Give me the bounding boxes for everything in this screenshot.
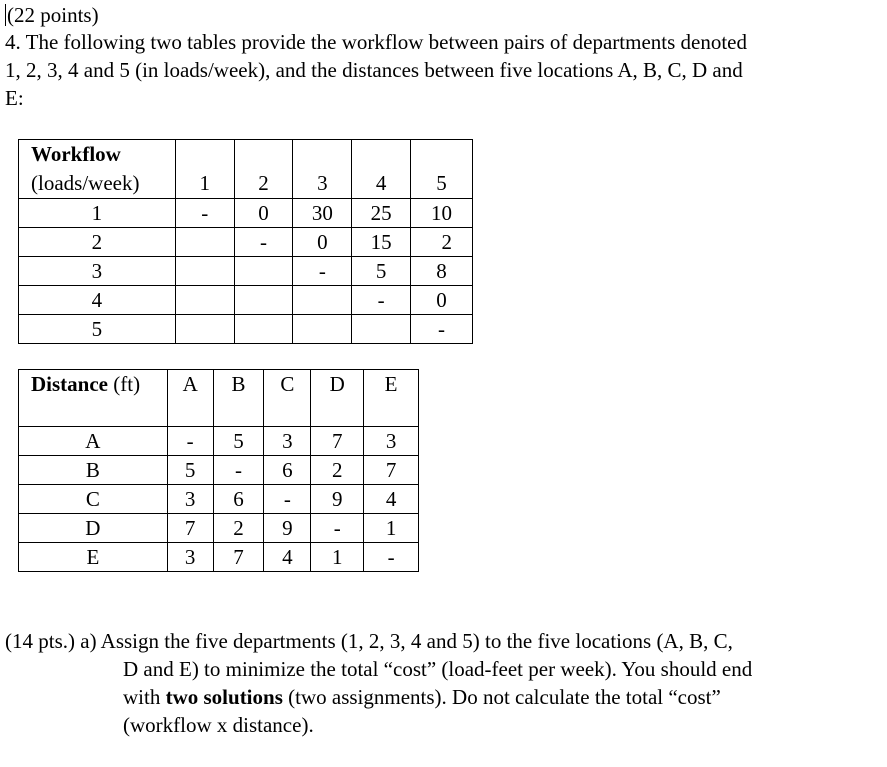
table-cell: 25 — [352, 199, 411, 228]
question-line-2: D and E) to minimize the total “cost” (load-feet per week). You should end — [123, 657, 753, 681]
intro-line-3: E: — [5, 86, 24, 110]
workflow-subtitle: (loads/week) — [19, 168, 176, 199]
distance-title-unit: (ft) — [108, 372, 141, 396]
points-label — [5, 4, 99, 26]
table-row — [19, 315, 473, 344]
table-cell: - — [364, 543, 419, 572]
table-cell: 5 — [352, 257, 411, 286]
text-cursor — [5, 4, 6, 26]
table-cell — [352, 315, 411, 344]
table-cell — [234, 286, 293, 315]
question-line-1: (14 pts.) a) Assign the five departments (1, 2, 3, 4 and 5) to the five locations (A, B, C, — [5, 629, 733, 653]
table-cell — [175, 286, 234, 315]
table-row — [19, 286, 473, 315]
table-cell: - — [234, 228, 293, 257]
question-line-3-pre: with — [123, 685, 166, 709]
row-label: D — [19, 514, 168, 543]
table-row — [19, 456, 419, 485]
table-cell: 30 — [293, 199, 352, 228]
table-cell — [293, 286, 352, 315]
table-cell — [293, 315, 352, 344]
table-cell: 0 — [411, 286, 473, 315]
workflow-header-row-1 — [19, 140, 473, 169]
row-label: 5 — [19, 315, 176, 344]
table-cell: 4 — [364, 485, 419, 514]
workflow-header-row-2 — [19, 168, 473, 199]
workflow-title: Workflow — [19, 140, 176, 169]
workflow-col-header: 1 — [175, 168, 234, 199]
workflow-col-header: 5 — [411, 168, 473, 199]
distance-col-header: E — [364, 370, 419, 400]
table-cell: 7 — [213, 543, 264, 572]
table-cell — [175, 228, 234, 257]
workflow-col-header: 2 — [234, 168, 293, 199]
row-label: 3 — [19, 257, 176, 286]
workflow-table — [18, 139, 473, 344]
table-cell: - — [352, 286, 411, 315]
row-label: A — [19, 427, 168, 456]
distance-title-bold: Distance — [31, 372, 108, 396]
row-label: C — [19, 485, 168, 514]
table-cell: - — [175, 199, 234, 228]
distance-col-header: C — [264, 370, 311, 400]
distance-col-header: A — [167, 370, 213, 400]
table-row — [19, 257, 473, 286]
question-line-3 — [123, 687, 721, 708]
table-cell: 9 — [311, 485, 364, 514]
distance-col-header: D — [311, 370, 364, 400]
table-cell — [234, 257, 293, 286]
table-cell — [175, 257, 234, 286]
table-cell: 3 — [364, 427, 419, 456]
table-row — [19, 543, 419, 572]
table-cell: 7 — [311, 427, 364, 456]
row-label: 2 — [19, 228, 176, 257]
intro-line-1: 4. The following two tables provide the workflow between pairs of departments denoted — [5, 30, 748, 54]
distance-title — [19, 370, 168, 400]
table-cell: 8 — [411, 257, 473, 286]
table-cell: 5 — [167, 456, 213, 485]
table-cell: - — [293, 257, 352, 286]
table-cell: 0 — [293, 228, 352, 257]
intro-line-2: 1, 2, 3, 4 and 5 (in loads/week), and the distances between five locations A, B, C, D and — [5, 58, 743, 82]
table-cell: 7 — [364, 456, 419, 485]
table-cell: 4 — [264, 543, 311, 572]
table-cell: 3 — [167, 485, 213, 514]
table-cell: 3 — [264, 427, 311, 456]
row-label: 1 — [19, 199, 176, 228]
workflow-col-header: 3 — [293, 168, 352, 199]
table-cell: 1 — [364, 514, 419, 543]
question-emphasis: two solutions — [165, 685, 283, 709]
table-cell: - — [167, 427, 213, 456]
table-row — [19, 427, 419, 456]
workflow-col-header: 4 — [352, 168, 411, 199]
distance-table — [18, 369, 419, 572]
table-row — [19, 514, 419, 543]
question-line-3-post: (two assignments). Do not calculate the total “cost” — [282, 685, 721, 709]
table-cell: 6 — [264, 456, 311, 485]
table-cell: - — [213, 456, 264, 485]
table-cell: 10 — [411, 199, 473, 228]
table-cell: 1 — [311, 543, 364, 572]
row-label: B — [19, 456, 168, 485]
points-text: (22 points) — [7, 3, 99, 27]
table-cell: 6 — [213, 485, 264, 514]
table-cell — [234, 315, 293, 344]
table-row — [19, 228, 473, 257]
table-cell: 5 — [213, 427, 264, 456]
table-cell: 3 — [167, 543, 213, 572]
table-cell: 2 — [213, 514, 264, 543]
table-cell: 7 — [167, 514, 213, 543]
table-cell — [175, 315, 234, 344]
distance-header-row — [19, 370, 419, 400]
question-line-4: (workflow x distance). — [123, 713, 314, 737]
table-cell: 2 — [311, 456, 364, 485]
table-cell: 15 — [352, 228, 411, 257]
table-cell: 0 — [234, 199, 293, 228]
table-cell: 2 — [411, 228, 473, 257]
distance-spacer-row — [19, 399, 419, 427]
row-label: E — [19, 543, 168, 572]
row-label: 4 — [19, 286, 176, 315]
table-cell: - — [411, 315, 473, 344]
table-cell: - — [311, 514, 364, 543]
distance-col-header: B — [213, 370, 264, 400]
table-row — [19, 199, 473, 228]
table-cell: - — [264, 485, 311, 514]
table-cell: 9 — [264, 514, 311, 543]
table-row — [19, 485, 419, 514]
